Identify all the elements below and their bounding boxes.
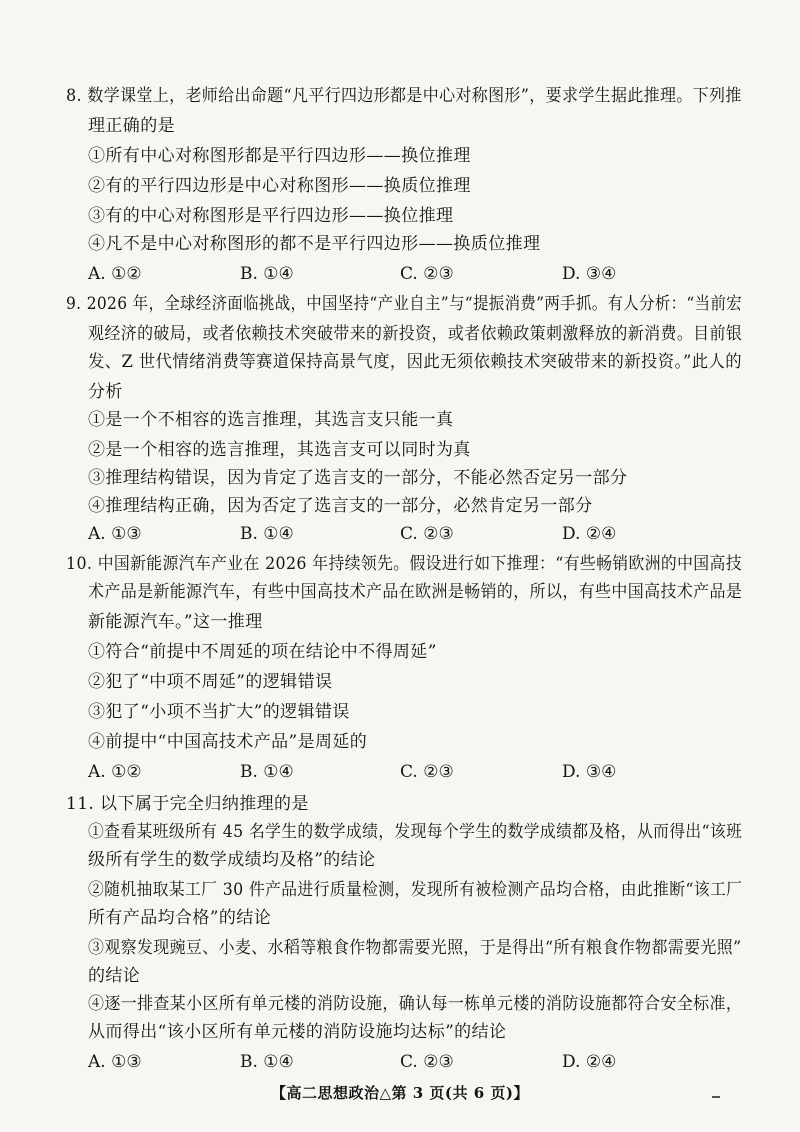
- q9-option-d: D. ②④: [562, 524, 617, 544]
- q11-item-3-line-1: ③观察发现豌豆、小麦、水稻等粮食作物都需要光照，于是得出“所有粮食作物都需要光照”: [88, 938, 742, 958]
- q11-item-3-line-2: 的结论: [88, 966, 141, 986]
- corner-mark: [712, 1096, 720, 1098]
- q10-stem-line-3: 新能源汽车。”这一推理: [88, 612, 263, 632]
- q10-option-b: B. ①④: [240, 762, 294, 782]
- q11-item-1-line-1: ①查看某班级所有 45 名学生的数学成绩，发现每个学生的数学成绩都及格，从而得出“该班: [88, 822, 743, 842]
- q11-option-b: B. ①④: [240, 1052, 294, 1072]
- q9-item-4: ④推理结构正确，因为否定了选言支的一部分，必然肯定另一部分: [88, 496, 593, 516]
- q11-option-d: D. ②④: [562, 1052, 617, 1072]
- q8-item-1: ①所有中心对称图形都是平行四边形——换位推理: [88, 146, 471, 166]
- q10-item-1: ①符合“前提中不周延的项在结论中不得周延”: [88, 642, 437, 662]
- q8-option-a: A. ①②: [88, 264, 142, 284]
- q11-item-4-line-2: 从而得出“该小区所有单元楼的消防设施均达标”的结论: [88, 1022, 507, 1042]
- q8-item-4: ④凡不是中心对称图形的都不是平行四边形——换质位推理: [88, 234, 541, 254]
- q8-stem-line-1: 8. 数学课堂上，老师给出命题“凡平行四边形都是中心对称图形”，要求学生据此推理。下列推: [66, 86, 742, 106]
- page-footer: 【高二思想政治△第 3 页(共 6 页)】: [271, 1084, 529, 1102]
- q10-stem-line-2: 术产品是新能源汽车，有些中国高技术产品在欧洲是畅销的，所以，有些中国高技术产品是: [88, 582, 743, 602]
- q9-item-3: ③推理结构错误，因为肯定了选言支的一部分，不能必然否定另一部分: [88, 468, 628, 488]
- q10-item-4: ④前提中“中国高技术产品”是周延的: [88, 732, 368, 752]
- q8-option-c: C. ②③: [400, 264, 454, 284]
- q8-option-d: D. ③④: [562, 264, 617, 284]
- q9-stem-line-1: 9. 2026 年，全球经济面临挑战，中国坚持“产业自主”与“提振消费”两手抓。有人分析：“当前宏: [66, 294, 743, 314]
- q9-option-c: C. ②③: [400, 524, 454, 544]
- q11-stem-line-1: 11. 以下属于完全归纳推理的是: [66, 794, 309, 814]
- q11-option-a: A. ①③: [88, 1052, 142, 1072]
- q10-option-c: C. ②③: [400, 762, 454, 782]
- q8-stem-line-2: 理正确的是: [88, 116, 175, 136]
- q9-stem-line-2: 观经济的破局，或者依赖技术突破带来的新投资，或者依赖政策刺激释放的新消费。目前银: [88, 324, 743, 344]
- q8-item-3: ③有的中心对称图形是平行四边形——换位推理: [88, 206, 454, 226]
- q9-item-2: ②是一个相容的选言推理，其选言支可以同时为真: [88, 440, 471, 460]
- q10-stem-line-1: 10. 中国新能源汽车产业在 2026 年持续领先。假设进行如下推理：“有些畅销欧洲的中国高技: [66, 554, 742, 574]
- q10-option-d: D. ③④: [562, 762, 617, 782]
- q11-item-1-line-2: 级所有学生的数学成绩均及格”的结论: [88, 850, 376, 870]
- q11-option-c: C. ②③: [400, 1052, 454, 1072]
- q11-item-2-line-2: 所有产品均合格”的结论: [88, 908, 272, 928]
- q9-item-1: ①是一个不相容的选言推理，其选言支只能一真: [88, 410, 454, 430]
- q8-item-2: ②有的平行四边形是中心对称图形——换质位推理: [88, 176, 471, 196]
- q11-item-2-line-1: ②随机抽取某工厂 30 件产品进行质量检测，发现所有被检测产品均合格，由此推断“该工厂: [88, 880, 743, 900]
- q9-stem-line-4: 分析: [88, 382, 123, 402]
- q11-item-4-line-1: ④逐一排查某小区所有单元楼的消防设施，确认每一栋单元楼的消防设施都符合安全标准，: [88, 994, 743, 1014]
- q10-item-3: ③犯了“小项不当扩大”的逻辑错误: [88, 702, 350, 722]
- q8-option-b: B. ①④: [240, 264, 294, 284]
- q10-item-2: ②犯了“中项不周延”的逻辑错误: [88, 672, 333, 692]
- q9-option-a: A. ①③: [88, 524, 142, 544]
- q9-option-b: B. ①④: [240, 524, 294, 544]
- q9-stem-line-3: 发、Z 世代情绪消费等赛道保持高景气度，因此无须依赖技术突破带来的新投资。”此人的: [88, 352, 742, 372]
- q10-option-a: A. ①②: [88, 762, 142, 782]
